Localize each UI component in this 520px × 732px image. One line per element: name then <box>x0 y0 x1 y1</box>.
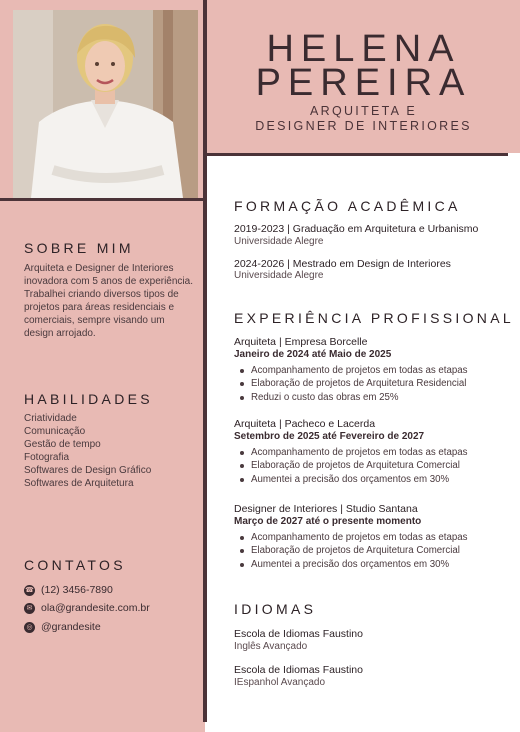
job-title-line2: DESIGNER DE INTERIORES <box>255 119 472 133</box>
bullet-item: Elaboração de projetos de Arquitetura Residencial <box>238 377 468 390</box>
education-item-school: Universidade Alegre <box>234 270 324 281</box>
photo-divider <box>0 198 205 201</box>
experience-role: Arquiteta | Pacheco e Lacerda <box>234 418 376 430</box>
language-school: Escola de Idiomas Faustino <box>234 664 363 676</box>
experience-period: Setembro de 2025 até Fevereiro de 2027 <box>234 431 425 442</box>
bullet-item: Elaboração de projetos de Arquitetura Comercial <box>238 459 468 472</box>
language-level: Inglês Avançado <box>234 641 308 652</box>
experience-role: Arquiteta | Empresa Borcelle <box>234 336 368 348</box>
experience-period: Março de 2027 até o presente momento <box>234 516 422 527</box>
experience-bullets <box>238 531 468 571</box>
phone-text: (12) 3456-7890 <box>41 584 113 596</box>
education-title: FORMAÇÃO ACADÊMICA <box>234 198 461 214</box>
skills-list <box>24 412 194 490</box>
skill-item: Criatividade <box>24 413 77 424</box>
education-item-school: Universidade Alegre <box>234 236 324 247</box>
experience-period: Janeiro de 2024 até Maio de 2025 <box>234 349 392 360</box>
skill-item: Fotografia <box>24 452 70 463</box>
profile-photo-illustration <box>13 10 198 198</box>
social-text[interactable]: @grandesite <box>41 621 101 633</box>
contact-email[interactable] <box>24 601 150 615</box>
first-name: HELENA <box>266 28 461 70</box>
phone-icon: ☎ <box>25 586 34 594</box>
about-text: Arquiteta e Designer de Interiores inovadora com 5 anos de experiência. Trabalhei criando diversos tipos de projetos para áreas residenciais e comerciais, sempre visando um design arrojado. <box>24 263 193 339</box>
bullet-item: Acompanhamento de projetos em todas as etapas <box>238 531 468 544</box>
skill-item: Softwares de Design Gráfico <box>24 465 152 476</box>
languages-title: IDIOMAS <box>234 601 317 617</box>
bullet-item: Aumentei a precisão dos orçamentos em 30% <box>238 558 468 571</box>
bullet-item: Acompanhamento de projetos em todas as etapas <box>238 364 468 377</box>
contacts-title: CONTATOS <box>24 557 126 573</box>
profile-photo <box>13 10 198 198</box>
bullet-item: Aumentei a precisão dos orçamentos em 30% <box>238 473 468 486</box>
contact-social[interactable] <box>24 620 101 634</box>
skill-item: Comunicação <box>24 426 86 437</box>
experience-bullets <box>238 364 468 404</box>
bullet-item: Acompanhamento de projetos em todas as etapas <box>238 446 468 459</box>
experience-role: Designer de Interiores | Studio Santana <box>234 503 418 515</box>
skills-title: HABILIDADES <box>24 391 153 407</box>
education-item-title: 2024-2026 | Mestrado em Design de Interiores <box>234 258 451 270</box>
header-divider <box>205 153 508 156</box>
email-text[interactable]: ola@grandesite.com.br <box>41 602 150 614</box>
language-level: IEspanhol Avançado <box>234 677 326 688</box>
instagram-icon: ◎ <box>24 622 35 633</box>
job-title-line1: ARQUITETA E <box>309 104 418 118</box>
skill-item: Softwares de Arquitetura <box>24 478 134 489</box>
bullet-item: Reduzi o custo das obras em 25% <box>238 391 468 404</box>
experience-title: EXPERIÊNCIA PROFISSIONAL <box>234 310 514 326</box>
experience-bullets <box>238 446 468 486</box>
about-title: SOBRE MIM <box>24 240 134 256</box>
bullet-item: Elaboração de projetos de Arquitetura Comercial <box>238 544 468 557</box>
last-name: PEREIRA <box>255 62 472 104</box>
skill-item: Gestão de tempo <box>24 439 101 450</box>
language-school: Escola de Idiomas Faustino <box>234 628 363 640</box>
education-item-title: 2019-2023 | Graduação em Arquitetura e Urbanismo <box>234 223 479 235</box>
email-icon: ✉ <box>24 603 35 614</box>
contact-phone <box>24 583 113 597</box>
